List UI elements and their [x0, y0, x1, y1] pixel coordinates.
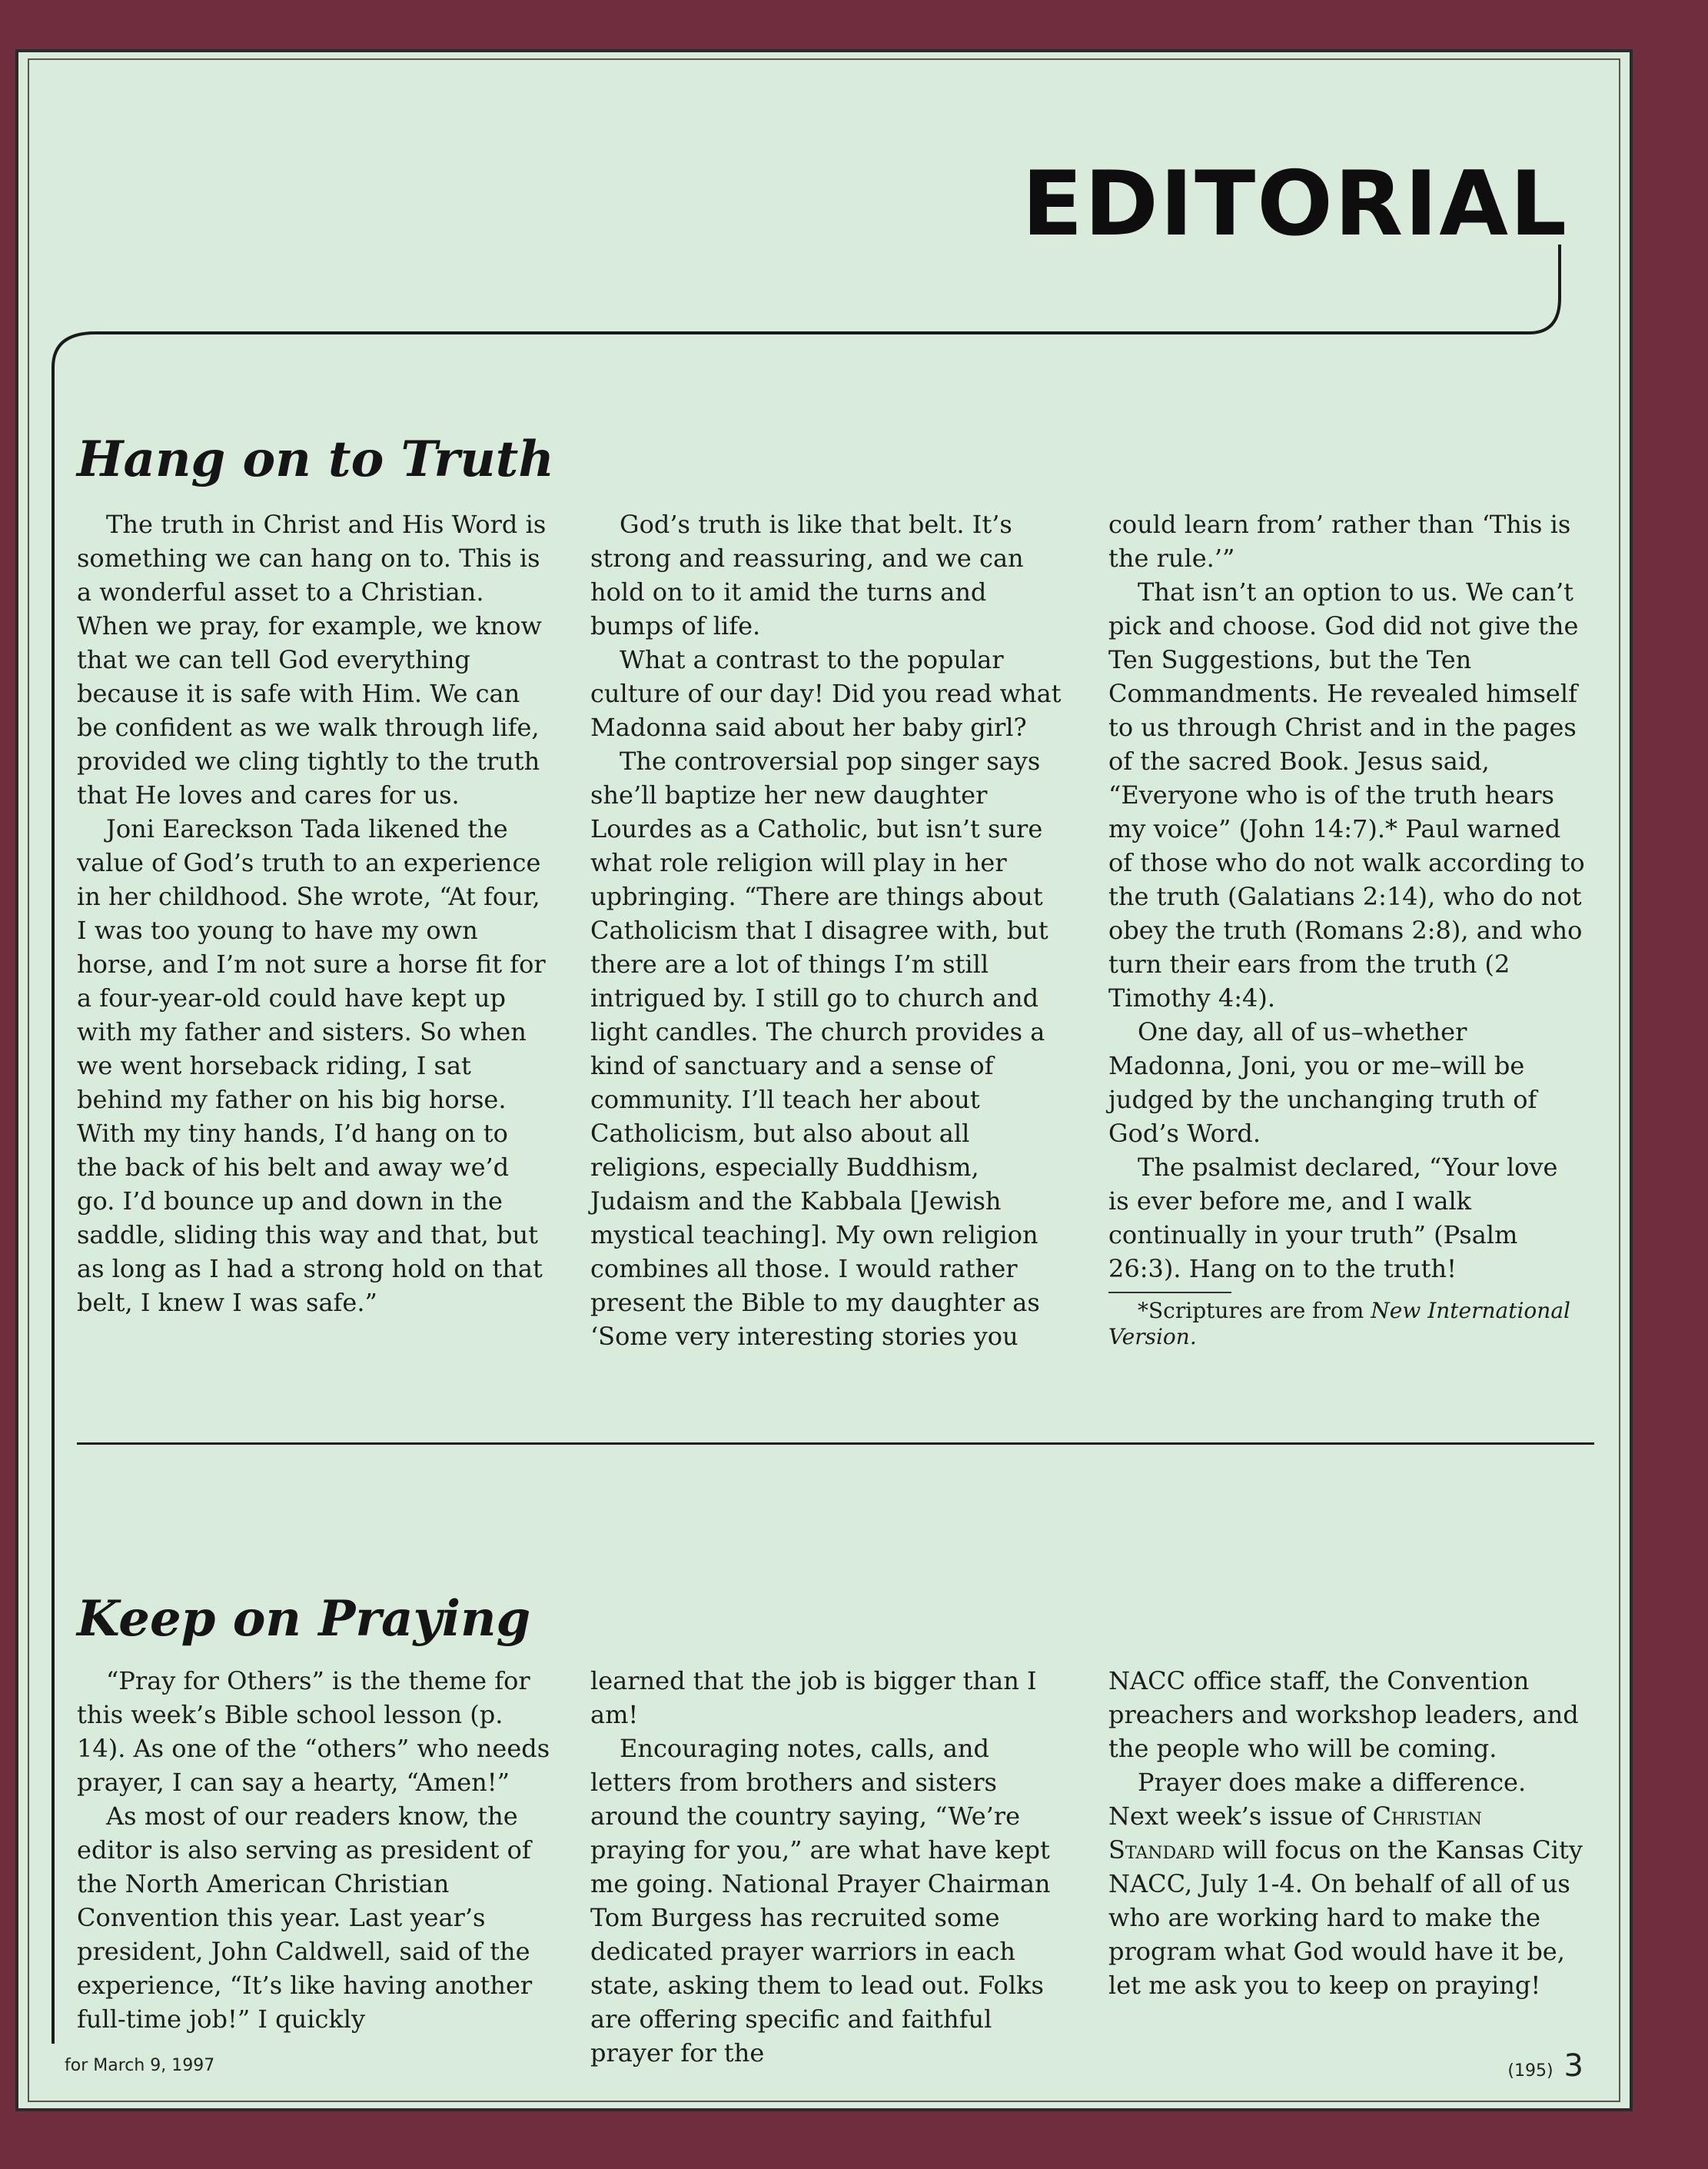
- paragraph: One day, all of us–whether Madonna, Joni, you or me–will be judged by the unchanging truth of God’s Word.: [1108, 1017, 1537, 1148]
- paragraph: [1108, 1765, 1585, 2002]
- paragraph: learned that the job is bigger than I am!: [590, 1666, 1037, 1729]
- article-title-hang-on-to-truth: Hang on to Truth: [77, 431, 554, 488]
- paragraph: God’s truth is like that belt. It’s strong and reassuring, and we can hold on to it amid the turns and bumps of life.: [590, 510, 1024, 640]
- paragraph-text: will focus on the Kansas City NACC, July 1-4. On behalf of all of us who are working hard to make the program what God would have it be, let me ask you to keep on praying!: [1108, 1835, 1583, 2000]
- footnote-rule: [1108, 1292, 1231, 1293]
- paragraph: What a contrast to the popular culture of our day! Did you read what Madonna said about her baby girl?: [590, 645, 1062, 742]
- magazine-page: [15, 49, 1633, 2111]
- section-divider: [77, 1442, 1594, 1445]
- paragraph: That isn’t an option to us. We can’t pick and choose. God did not give the Ten Suggestions, but the Ten Commandments. He revealed himself to us through Christ and in the pages of the sacred Book. Jesus said, “Everyone who is of the truth hears my voice” (John 14:7).* Paul warned of those who do not walk according to the truth (Galatians 2:14), who do not obey the truth (Romans 2:8), and who turn their ears from the truth (2 Timothy 4:4).: [1108, 577, 1585, 1013]
- paragraph: The psalmist declared, “Your love is ever before me, and I walk continually in your truth” (Psalm 26:3). Hang on to the truth!: [1108, 1153, 1558, 1283]
- paragraph: Joni Eareckson Tada likened the value of God’s truth to an experience in her childhood. She wrote, “At four, I was too young to have my own horse, and I’m not sure a horse fit for a four-year-old could have kept up with my father and sisters. So when we went horseback riding, I sat behind my father on his big horse. With my tiny hands, I’d hang on to the back of his belt and away we’d go. I’d bounce up and down in the saddle, sliding this way and that, but as long as I had a strong hold on that belt, I knew I was safe.”: [77, 814, 546, 1317]
- page-number-block: [1507, 2048, 1583, 2084]
- paragraph: As most of our readers know, the editor is also serving as president of the North American Christian Convention this year. Last year’s president, John Caldwell, said of the experience, “It’s like having another full-time job!” I quickly: [77, 1801, 533, 2034]
- article2-column-2: [590, 1664, 1067, 2070]
- paragraph-text: Prayer does make a difference. Next week’s issue of: [1108, 1768, 1527, 1831]
- paragraph: “Pray for Others” is the theme for this week’s Bible school lesson (p. 14). As one of the “others” who needs prayer, I can say a hearty, “Amen!”: [77, 1666, 550, 1797]
- footnote-text: *Scriptures are from: [1138, 1298, 1371, 1323]
- paragraph: NACC office staff, the Convention preachers and workshop leaders, and the people who will be coming.: [1108, 1666, 1579, 1763]
- page-number: 3: [1563, 2048, 1583, 2084]
- article1-column-3: [1108, 507, 1585, 1350]
- paragraph: The truth in Christ and His Word is something we can hang on to. This is a wonderful asset to a Christian. When we pray, for example, we know that we can tell God everything because it is safe with Him. We can be confident as we walk through life, provided we cling tightly to the truth that He loves and cares for us.: [77, 510, 547, 810]
- editorial-logo: EDITORIAL: [1022, 152, 1568, 256]
- paragraph: Encouraging notes, calls, and letters from brothers and sisters around the country saying, “We’re praying for you,” are what have kept me going. National Prayer Chairman Tom Burgess has recruited some dedicated prayer warriors in each state, asking them to lead out. Folks are offering specific and faithful prayer for the: [590, 1734, 1051, 2068]
- article2-column-1: [77, 1664, 553, 2036]
- issue-date: for March 9, 1997: [65, 2056, 215, 2075]
- article-title-keep-on-praying: Keep on Praying: [77, 1590, 531, 1648]
- footnote-source: New International Version.: [1108, 1298, 1570, 1349]
- article2-column-3: [1108, 1664, 1585, 2002]
- paragraph: could learn from’ rather than ‘This is the rule.’”: [1108, 510, 1571, 573]
- article1-column-2: [590, 507, 1067, 1353]
- footnote: [1108, 1298, 1585, 1350]
- article1-column-1: [77, 507, 553, 1319]
- issue-number: (195): [1507, 2061, 1553, 2081]
- magazine-name: Christian Standard: [1108, 1801, 1483, 1865]
- paragraph: The controversial pop singer says she’ll baptize her new daughter Lourdes as a Catholic, but isn’t sure what role religion will play in her upbringing. “There are things about Catholicism that I disagree with, but there are a lot of things I’m still intrigued by. I still go to church and light candles. The church provides a kind of sanctuary and a sense of community. I’ll teach her about Catholicism, but also about all religions, especially Buddhism, Judaism and the Kabbala [Jewish mystical teaching]. My own religion combines all those. I would rather present the Bible to my daughter as ‘Some very interesting stories you: [590, 747, 1048, 1351]
